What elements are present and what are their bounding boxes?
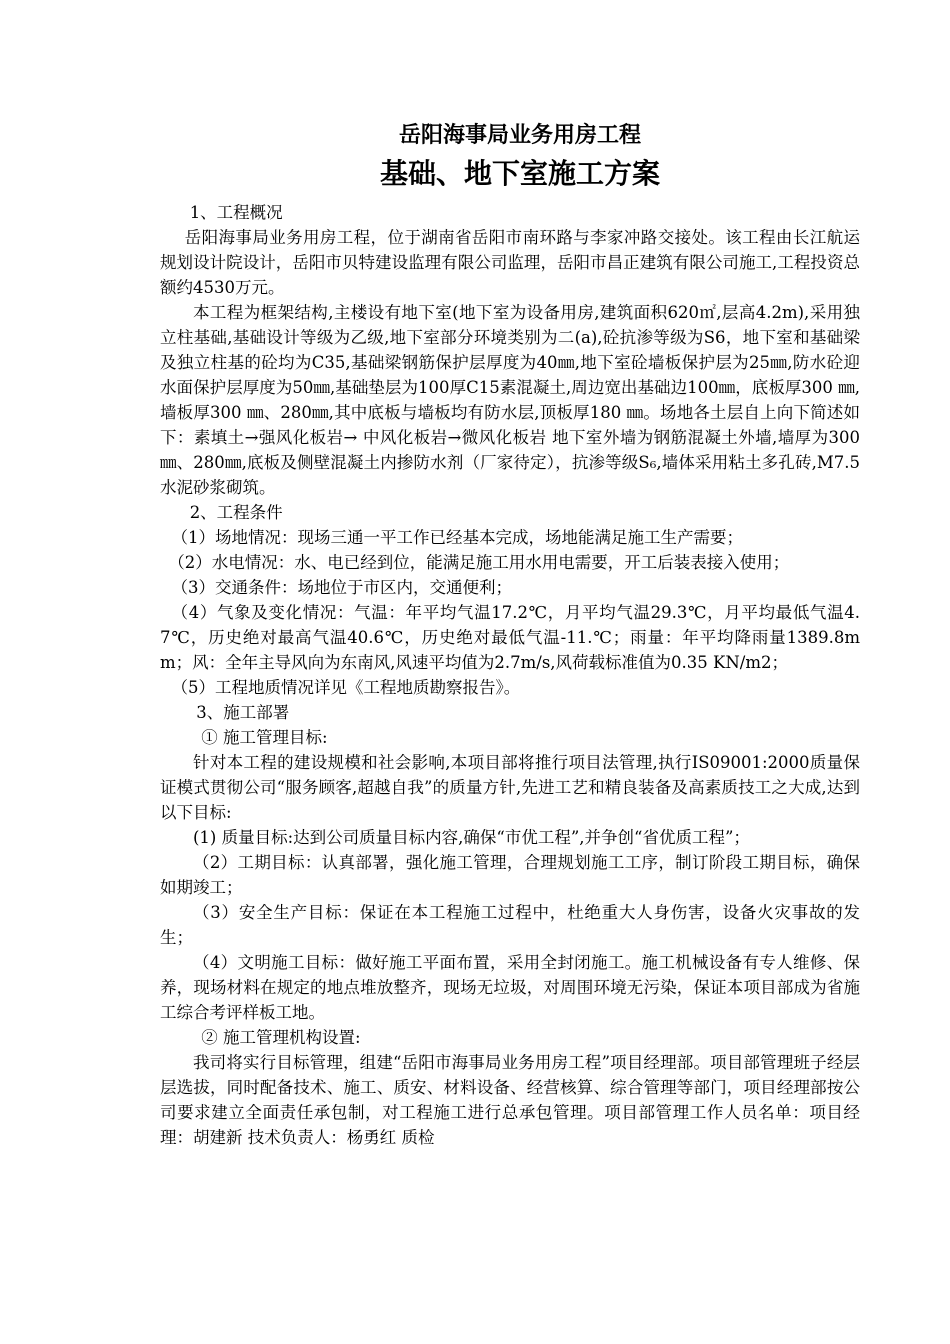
section-3-goal-3: （3）安全生产目标：保证在本工程施工过程中，杜绝重大人身伤害，设备火灾事故的发生； xyxy=(160,903,860,947)
section-3-heading: 3、施工部署 xyxy=(196,703,290,722)
section-3-subheading-1: ① 施工管理目标: xyxy=(201,728,328,747)
section-1-paragraph-1: 岳阳海事局业务用房工程，位于湖南省岳阳市南环路与李家冲路交接处。该工程由长江航运规划设计院设计，岳阳市贝特建设监理有限公司监理，岳阳市昌正建筑有限公司施工,工程投资总额约4530万元。 xyxy=(160,228,860,297)
section-3-goal-1: (1) 质量目标:达到公司质量目标内容,确保“市优工程”,并争创“省优质工程”； xyxy=(193,828,750,847)
section-2-item-3: （3）交通条件：场地位于市区内，交通便利； xyxy=(171,578,513,597)
section-3-goal-2: （2）工期目标：认真部署，强化施工管理，合理规划施工工序，制订阶段工期目标，确保如期竣工； xyxy=(160,853,860,897)
section-3-goal-4: （4）文明施工目标：做好施工平面布置，采用全封闭施工。施工机械设备有专人维修、保养，现场材料在规定的地点堆放整齐，现场无垃圾，对周围环境无污染，保证本项目部成为省施工综合考评样板工地。 xyxy=(160,953,860,1022)
section-1-paragraph-2: 本工程为框架结构,主楼设有地下室(地下室为设备用房,建筑面积620㎡,层高4.2m),采用独立柱基础,基础设计等级为乙级,地下室部分环境类别为二(a),砼抗渗等级为S6，地下室和基础梁及独立柱基的砼均为C35,基础梁钢筋保护层厚度为40㎜,地下室砼墙板保护层为25㎜,防水砼迎水面保护层厚度为50㎜,基础垫层为100厚C15素混凝土,周边宽出基础边100㎜，底板厚300 ㎜,墙板厚300 ㎜、280㎜,其中底板与墙板均有防水层,顶板厚180 ㎜。场地各土层自上向下简述如下：素填土→强风化板岩→ 中风化板岩→微风化板岩 地下室外墙为钢筋混凝土外墙,墙厚为300㎜、280㎜,底板及侧壁混凝土内掺防水剂（厂家待定），抗渗等级S₆,墙体采用粘土多孔砖,M7.5水泥砂浆砌筑。 xyxy=(160,303,860,497)
document-title: 岳阳海事局业务用房工程 xyxy=(398,122,641,148)
section-3-paragraph-2: 我司将实行目标管理，组建“岳阳市海事局业务用房工程”项目经理部。项目部管理班子经层层选拔，同时配备技术、施工、质安、材料设备、经营核算、综合管理等部门，项目经理部按公司要求建立全面责任承包制，对工程施工进行总承包管理。项目部管理工作人员名单：项目经理：胡建新 技术负责人：杨勇红 质检 xyxy=(160,1053,860,1147)
document-page xyxy=(160,118,860,1150)
section-2-heading: 2、工程条件 xyxy=(189,503,283,522)
section-2-item-4: （4）气象及变化情况：气温：年平均气温17.2℃，月平均气温29.3℃，月平均最低气温4.7℃，历史绝对最高气温40.6℃，历史绝对最低气温-11.℃；雨量：年平均降雨量1389.8mm；风：全年主导风向为东南风,风速平均值为2.7m/s,风荷载标准值为0.35 KN/m2； xyxy=(160,603,860,672)
section-1-heading: 1、工程概况 xyxy=(189,203,283,222)
section-3-subheading-2: ② 施工管理机构设置: xyxy=(201,1028,361,1047)
section-2-item-2: （2）水电情况：水、电已经到位，能满足施工用水用电需要，开工后装表接入使用； xyxy=(168,553,790,572)
section-2-item-5: （5）工程地质情况详见《工程地质勘察报告》。 xyxy=(171,678,521,697)
section-3-paragraph-1: 针对本工程的建设规模和社会影响,本项目部将推行项目法管理,执行IS09001:2000质量保证模式贯彻公司“服务顾客,超越自我”的质量方针,先进工艺和精良装备及高素质技工之大成,达到以下目标: xyxy=(160,753,860,822)
document-subtitle: 基础、地下室施工方案 xyxy=(379,157,660,190)
section-2-item-1: （1）场地情况：现场三通一平工作已经基本完成，场地能满足施工生产需要； xyxy=(171,528,744,547)
